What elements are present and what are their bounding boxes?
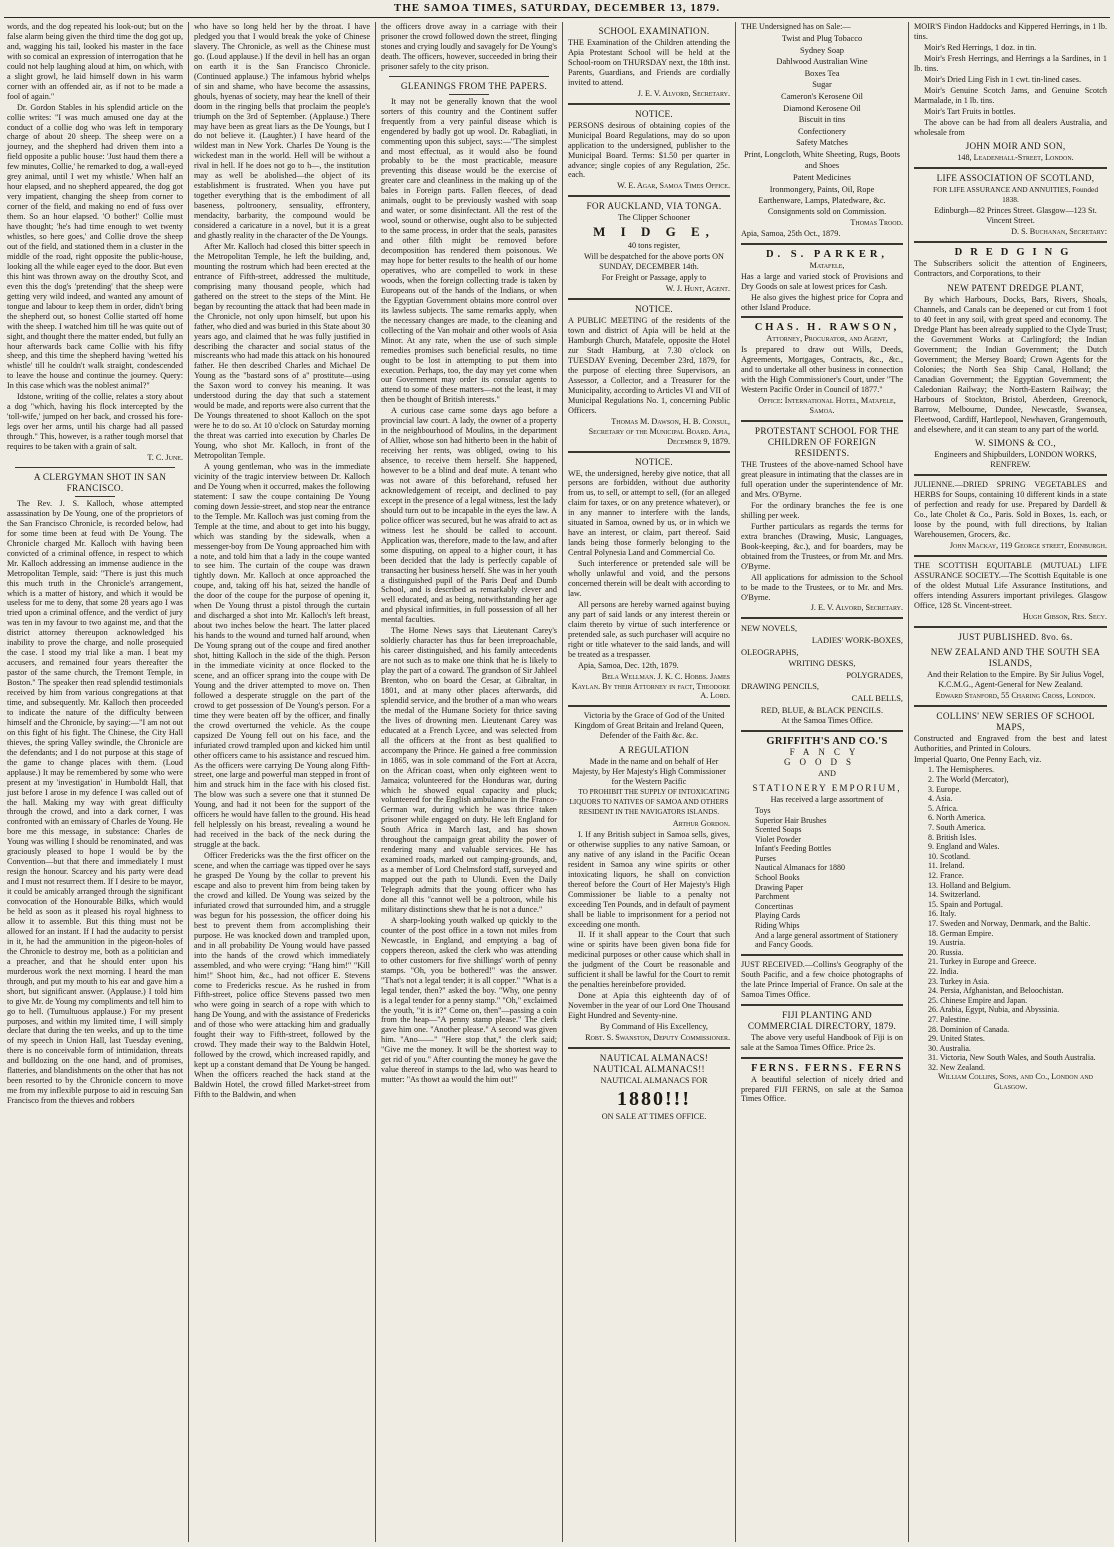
- list-item: DRAWING PENCILS,: [741, 682, 819, 692]
- ad-text: Moir's Tart Fruits in bottles.: [924, 106, 1016, 116]
- ad-text: MOIR'S Findon Haddocks and Kippered Herrings, in 1 lb. tins.: [914, 22, 1107, 41]
- ad-text: The Clipper Schooner: [617, 213, 691, 223]
- list-item: CALL BELLS,: [851, 693, 903, 703]
- ad-headline: FANCY GOODS: [783, 747, 865, 768]
- ad-headline: D. S. PARKER,: [765, 248, 889, 260]
- ad-headline: COLLINS' NEW SERIES OF SCHOOL MAPS,: [936, 710, 1095, 732]
- article-text: After Mr. Kalloch had closed this bitter speech in the Metropolitan Temple, he left the building, and, mounting the rostrum which had been erected at the entrance of Fifth-street, addressed the multitude, comprising many thousand people, which had gathered on the street to the steps of the Mint. He began by recounting the attack that had been made in the Chronicle, not only upon himself, but upon his father, who died and was buried in this State about 30 years ago, and claimed that he was fully justified in describing the character and social status of the miscreants who had made this attack on his honoured father. He then described Charles and Michael De Young as the "bastard sons of a" prostitute—using the Saxon word to convey his meaning. It was understood during the day that such a statement would be made, and reports were also current that the De Youngs threatened to shoot Kalloch on the spot were he to do so. At 10 o'clock on Saturday morning the threat was carried into execution by Charles De Young, who shot Mr. Kalloch, in front of the Metropolitan Temple.: [194, 241, 370, 460]
- ad-signature: J. E. V. Alvord, Secretary.: [637, 88, 730, 98]
- section-rule: [741, 730, 903, 732]
- list-item: 29. United States.: [928, 1034, 985, 1044]
- list-item: 32. New Zealand.: [928, 1062, 985, 1072]
- goods-list: [741, 33, 903, 207]
- list-item: 11. Ireland.: [928, 861, 965, 871]
- ad-text: Apia, Samoa, Dec. 12th, 1879.: [578, 660, 679, 670]
- regulation-text: II. If it shall appear to the Court that such wine or spirits have been given bona fide for medicinal purposes or other cause which shall in the judgment of the Court be reasonable and sufficient it shall be lawful for the Court to remit the penalties hereinbefore provided.: [568, 930, 730, 990]
- article-text: Officer Fredericks was the the first officer on the scene, and when the carriage was tipped over he says he grasped De Young by the collar to prevent his escape and also to prevent him from being taken by the crowd and killed. De Young was seized by the infuriated crowd that surrounded him, and a struggle was begun for his possession, the officer doing his best to prevent them from accomplishing their purpose. He was knocked down and trampled upon, and in all probability De Young would have passed into the hands of the crowd which immediately assembled, and who were crying: "Hang him!" "Kill him!" Shoot him, &c., had not officer E. Stevens come to Fredericks rescue. As he rushed in from Fifth-street, police office Stevens passed two men who were going in search of a rope with which to hang De Young, and with the assistance of Fredericks and of those who were attacking him and gradually fought their way to Fifth-street, followed by the crowd. They made their way to the Baldwin Hotel, followed by the crowd, which increased rapidly, and kept up a constant demand that De Young be hanged. When the officers reached the hack stand at the Baldwin Hotel, the crowd filled Market-street from Fifth to the Baldwin, and when: [194, 851, 370, 1099]
- section-rule: [741, 954, 903, 956]
- ad-text: 40 tons register,: [627, 241, 681, 251]
- list-item: 10. Scotland.: [928, 851, 970, 861]
- list-item: NEW NOVELS,: [741, 624, 798, 634]
- section-rule: [741, 617, 903, 619]
- ad-text: Constructed and Engraved from the best and latest Authorities, and Printed in Colours.: [914, 733, 1107, 753]
- column-4: [563, 22, 735, 1542]
- firm-address: 148, Leadenhall-Street, London.: [957, 153, 1074, 163]
- section-rule: [568, 1047, 730, 1049]
- list-item: Superior Hair Brushes: [755, 815, 827, 825]
- list-item: Confectionery: [798, 126, 846, 136]
- ad-signature: William Collins, Sons, and Co., London and Glasgow.: [938, 1072, 1093, 1092]
- ad-text: The above can be had from all dealers Australia, and wholesale from: [914, 117, 1107, 137]
- maps-list: [914, 765, 1107, 1072]
- list-item: 17. Sweden and Norway, Denmark, and the Baltic.: [928, 918, 1091, 928]
- article-text: Dr. Gordon Stables in his splendid article on the collie writes: "I was much amused one day at the conduct of a collie dog who was left in temporary charge of about 20 sheep. The sheep were on a journey, and the shepherd had driven them into a field opposite a public house: 'Just haud them there a few minutes, Collie,' he remarked to dog, a wall-eyed grey animal, until I wet my whistle.' When half an hour elapsed, and no shepherd appeared, the dog got very impatient, changing the sheep from corner to corner of the field, and making no end of fuss over them. So an hour elapsed. 'O bother!' Collie must have thought; 'he's had time enough to wet twenty whistles, so here goes,' and Collie drove the sheep out of the field, and stationed them in a cluster in the middle of the road, right opposite the public-house, looking all the while eager eyed to the door. But even this hint was thrown away on the drouthy Scot, and even this the dog's 'pretending' that the sheep were getting very wild indeed, and wanted any amount of tongue and labour to keep them in order, didn't bring the shepherd out, so honest Collie started off home with the sheep. I watched him till he was quite out of sight, and thought there the matter ended, but fully an hour afterwards back came Collie with his fifty sheep, and this time the shepherd having 'wetted his whistle' till he couldn't walk straight, condescended to leave the house and continue the journey. Query: In this case which was the noblest animal?": [7, 102, 183, 391]
- list-item: 31. Victoria, New South Wales, and South Australia.: [928, 1053, 1096, 1063]
- list-item: 12. France.: [928, 871, 964, 880]
- article-text: who have so long held her by the throat. I have pledged you that I would break the yoke of Chinese slavery. The Chronicle, as well as the Chinese must go. (Loud applause.) If the devil in hell has an organ on earth it is the San Francisco Chronicle. (Continued applause.) The infamous hybrid whelps of sin and shame, who have become the assassins, ghouls, hyenas of society, may hear the knell of their doom in the ringing bells that proclaim the people's triumph on the 3rd of September. (Applause.) There may have been as great liars as the De Youngs, but I do not believe it. (Laughter.) I have heard of the wildest man in New York. Charles De Young is the wickedest man in the world. Hell will be without a rival in hell. If he does not go to h—, the institution may as well be abolished—the object of its establishment is frustrated. When you have put together everything that is the embodiment of all baseness, poltroonery, sensuality, effrontery, mendacity, barbarity, the compound would be considered a caricature in a novel, but it is a great and ghastly reality in the character of the De Youngs.: [194, 22, 370, 241]
- ad-text: Such interference or pretended sale will be wholly unlawful and void, and the persons concerned therein will be dealt with according to law.: [568, 559, 730, 598]
- list-item: WRITING DESKS,: [788, 659, 856, 669]
- ad-signature: D. S. Buchanan, Secretary:: [1011, 227, 1107, 237]
- masthead: [0, 0, 1114, 20]
- list-item: Dahlwood Australian Wine: [776, 57, 868, 67]
- regulation-text: Made in the name and on behalf of Her Majesty, by Her Majesty's High Commissioner for the Western Pacific: [572, 757, 726, 787]
- ad-headline: AND: [818, 769, 836, 779]
- list-item: Diamond Kerosene Oil: [783, 103, 861, 113]
- section-rule: [741, 243, 903, 245]
- list-item: 1. The Hemispheres.: [928, 765, 995, 775]
- ad-signature: W. J. Hunt, Agent.: [665, 284, 730, 294]
- column-2: [189, 22, 375, 1542]
- ad-headline: NOTICE.: [634, 456, 674, 467]
- article-text: A young gentleman, who was in the immediate vicinity of the tragic interview between Dr. Kalloch and De Young when it occurred, makes the following statement: I saw the coupe containing De Young coming down Jessie-street, and stop near the entrance to the Temple. Mr. Kalloch was just coming from the Temple at the time, and about to get into his buggy, which was standing by the sidewalk, when a messenger-boy from De Young approached him with a note, and told him that a lady in the coupe wanted to see him. The curtain of the coupe was drawn tightly down. Mr. Kalloch at once approached the coupe, and, taking off his hat, seized the handle of the door of the coupe for the purpose of opening it, when De Young thrust a pistol through the curtain and discharged a shot into Mr. Kalloch's left breast, about two inches below the heart. The latter placed his hands to the wound and turned half around, when De Young sprang out of the coupe and fired another shot, hitting Kalloch in the side of the thigh. Person in the immediate vicinity at once flocked to the scene, and an officer sprang into the coupe with De Young and the driver attempted to move on. Then followed a desperate struggle on the part of the crowd to get possession of De Young's person. For a time they were beaten off by the officer, and finally the crowd overturned the vehicle. As the coupe capsized De Young fell out on his face, and the infuriated crowd trampled upon and kicked him until other officers came to his assistance and rescued him. As the officers were carrying De Young along Fifth-street, one large and powerful man stepped in front of him and struck him in the face with his closed fist. The blow was such a severe one that it stunned De Young, and had it not been for the support of the officers he would have fallen to the ground. His head fell helplessly on his breast, revealing a wound he had received in the back of the neck during the struggle at the back.: [194, 461, 370, 850]
- list-item: 18. German Empire.: [928, 928, 994, 938]
- list-item: Sugar: [812, 80, 832, 90]
- section-rule: [568, 298, 730, 300]
- ad-signature: Hugh Gibson, Res. Secy.: [1022, 611, 1107, 621]
- regulation-text: I. If any British subject in Samoa sells, gives, or otherwise supplies to any native Samoan, or any native of any island in the Pacific Ocean resident in Samoa any wine spirits or other intoxicating liquors, he shall on conviction thereof before the Court of Her Majesty's High Commissioner be liable to a penalty not exceeding Ten Pounds, and in default of payment shall be liable to imprisonment for a period not exceeding one month.: [568, 829, 730, 929]
- ad-headline: LIFE ASSOCIATION OF SCOTLAND,: [936, 173, 1095, 184]
- list-item: 8. British Isles.: [928, 832, 977, 842]
- ad-text: Is prepared to draw out Wills, Deeds, Agreements, Mortgages, Contracts, &c., &c., and to undertake all other business in connection with the High Commissioner's Court, under "The Western Pacific Order in Council of 1877.": [741, 345, 903, 395]
- ad-text: By which Harbours, Docks, Bars, Rivers, Shoals, Channels, and Canals can be deepened or cut from 1 foot to 40 feet in any soil, with great speed and economy. The Dredge Plant has been already supplied to the Clyde Trust; the Government Works at Carlingford; the Indian Government; the Indian Government; the Dutch Government; the Mersey Board; Crown Agents for the Colonies; the North Sea Ship Canal, Holland; the Canadian Government; the Egyptian Government; the Caledonian Railway; the North-Eastern Railway; the Harbours of Stockton, Bristol, Aberdeen, Greenock, Barrow, Melbourne, Dundee, Newcastle, Swansea, Fleetwood, Cardiff, Hartlepool, Newhaven, Grangemouth, and elsewhere, and it can steam to any part of the world.: [914, 295, 1107, 434]
- list-item: Parchment: [755, 892, 790, 902]
- ad-text: Moir's Fresh Herrings, and Herrings a la Sardines, in 1 lb. tins.: [914, 53, 1107, 73]
- article-text: The Home News says that Lieutenant Carey's soldierly character has thus far been irreproachable, his career distinguished, and his family antecedents are not such as to make one think that he is likely to play the part of a coward. The grandson of Sir Jahleel Brenton, who on board the Cesar, at Gibraltar, in 1801, and at many other places afterwards, did splendid service, and the brother of a man who wears the medal of the Humane Society for thrice saving the lives of drowning men. Lieutenant Carey was educated at a French Lycee, and was selected from all the officers at the front as best qualified to accompany the Prince. He gained a free commission in 1865, was in sole command of the Fort at Accra, on the African coast, when only eighteen went to Jamaica; volunteered for the Honduras war, during which he showed equal capacity and pluck; volunteered for the English ambulance in the Franco-German war, during which he was thrice taken prisoner while engaged on duty. He left England for South Africa in March last, and has shown throughout the campaign great ability the power of rendering many and valuable services. He has examined roads, marked out camping-grounds, and, as a member of Lord Chelmsford staff, surveyed and mapped out the path to Ulundi. Even the Daily Telegraph admits that the young officer who has done all this "cannot well be a poltroon, while his military distinctions shew that he is not a dunce.": [381, 626, 557, 914]
- section-rule: [914, 241, 1107, 243]
- list-item: 6. North America.: [928, 813, 986, 823]
- firm-name: JOHN MOIR AND SON,: [965, 141, 1066, 152]
- ad-headline: NOTICE.: [634, 108, 674, 119]
- article-text: A sharp-looking youth walked up quickly to the counter of the post office in a town not miles from Newcastle, in England, and emptying a bag of coppers thereon, asked the clerk who was attending to other customers for five shillings' worth of penny stamps. "Oh, you be bothered!" was the answer. "That's not a legal tender; it is all copper." "What is a legal tender, then?" asked the boy. "Why, one penny is a legal tender for a penny stamp." "Oh," exclaimed the youth, "it is it?" Come on, then"—passing a coin from the heap—"A penny stamp please." The clerk gave him one. "Another please." A second was given him. "Ano——" "Here stop that," the clerk said; "Give me the money. It will be the shortest way to get rid of you." After counting the money he gave the value thereof in stamps to the lad, who was heard to mutter: "As thowt aa would the him out!": [381, 915, 557, 1085]
- masthead-rule: [4, 17, 1110, 18]
- ad-text: Moir's Genuine Scotch Jams, and Genuine Scotch Marmalade, in 1 lb. tins.: [914, 85, 1107, 105]
- ad-text: PERSONS desirous of obtaining copies of the Municipal Board Regulations, may do so upon application to the undersigned, publisher to the Municipal Board. Terms: $1.50 per quarter in advance; single copies of any Regulation, 25c. each.: [568, 120, 730, 180]
- ad-text: Office: International Hotel, Matafele, Samoa.: [758, 396, 896, 416]
- list-item: Boxes Tea: [804, 68, 840, 78]
- list-item: Cameron's Kerosene Oil: [781, 91, 863, 101]
- ad-text: And their Relation to the Empire. By Sir Julius Vogel, K.C.M.G., Agent-General for New Zealand.: [927, 669, 1104, 689]
- ad-headline: JUST PUBLISHED. 8vo. 6s.: [958, 631, 1073, 642]
- ad-text: Edward Stanford, 55 Charing Cross, London.: [935, 690, 1096, 700]
- list-item: 9. England and Wales.: [928, 842, 1000, 852]
- list-item: Purses: [755, 853, 776, 863]
- section-rule: [914, 705, 1107, 707]
- list-item: Violet Powder: [755, 834, 801, 844]
- list-item: Patent Medicines: [793, 173, 851, 183]
- list-item: Concertinas: [755, 901, 794, 911]
- newspaper-title: THE SAMOA TIMES, SATURDAY, DECEMBER 13, 1879.: [393, 2, 721, 14]
- ad-headline: PROTESTANT SCHOOL FOR THE CHILDREN OF FOREIGN RESIDENTS.: [754, 426, 900, 459]
- section-rule: [741, 316, 903, 318]
- ad-text: Consignments sold on Commission.: [767, 206, 887, 216]
- section-rule: [914, 626, 1107, 628]
- ad-text: Moir's Dried Ling Fish in 1 cwt. tin-lined cases.: [924, 74, 1082, 84]
- ad-text: NAUTICAL ALMANACS FOR: [600, 1075, 708, 1085]
- ad-text: JULIENNE.—DRIED SPRING VEGETABLES and HERBS for Soups, containing 10 different kinds in a state of perfection and ready for use. Prepared by Dardell & Co., late Cholet & Co., Paris. Sold in Boxes, 1s. each, or loose by the pound, with full directions, by Italian Warehousemen, Grocers, &c.: [914, 480, 1107, 540]
- ad-signature: W. E. Agar, Samoa Times Office.: [617, 181, 730, 191]
- ad-headline: NAUTICAL ALMANACS! NAUTICAL ALMANACS!!: [593, 1052, 709, 1074]
- section-rule: [568, 195, 730, 197]
- list-item: POLYGRADES,: [846, 670, 903, 680]
- list-item: 23. Turkey in Asia.: [928, 976, 990, 986]
- ad-text: For the ordinary branches the fee is one shilling per week.: [741, 500, 903, 520]
- section-rule: [15, 467, 175, 468]
- ad-subhead: Attorney, Procurator, and Agent,: [766, 334, 888, 344]
- ad-signature: Robt. S. Swanston, Deputy Commissioner.: [585, 1033, 730, 1043]
- column-5: [736, 22, 908, 1542]
- headline-rule: [75, 496, 115, 497]
- fancy-goods-list: [741, 806, 903, 950]
- article-text: words, and the dog repeated his look-out; but on the false alarm being given the third time the dog got up, and, wagging his tail, looked his master in the face with so comical an expression of interrogation that he could not help laughing aloud at him, on which, with a slight growl, he laid himself down in his warm corner with an offended air, as if not to be made a fool of again.": [7, 22, 183, 101]
- list-item: 15. Spain and Portugal.: [928, 899, 1003, 909]
- ad-text: ON SALE AT TIMES OFFICE.: [601, 1111, 707, 1121]
- list-item: 13. Holland and Belgium.: [928, 880, 1011, 890]
- list-item: Safety Matches: [796, 138, 848, 148]
- list-item: And a large general assortment of Stationery and Fancy Goods.: [755, 930, 898, 950]
- list-item: Infant's Feeding Bottles: [755, 844, 832, 854]
- list-item: 20. Russia.: [928, 947, 964, 957]
- ad-text: Apia, Samoa, 25th Oct., 1879.: [741, 228, 841, 238]
- article-text: the officers drove away in a carriage with their prisoner the crowd followed down the street, flinging stones and crying loudly and savagely for De Young's death. The officers, however, succeeded in bring their prisoner safely to the city prison.: [381, 22, 557, 71]
- article-text: It may not be generally known that the wool sorters of this country and the Continent suffer frequently from a very painful disease which is engendered by badly got up wool. Dr. Rabagliati, in commenting upon this subject, says:—"The simplest and most effectual, as it would also be found probably to be the most practicable, measure preventing this disease would be the exercise of greater care and cleanliness in the making up of the bales in Foreign parts. Fallen fleeces, of dead animals, ought to be previously washed with soap and water, or some disinfectant. All the rest of the wool, sound or otherwise, ought also to be subjected to the same process, in order that the seals, parasites and other filth might be removed before decomposition has rendered them poisonous. We may hope for better results to the health of our home operatives, who are compelled to work in these woods, when the foreign collecting trade is taken by Europeans out of the hands of the Indians, or when the Egyptian Government obtains more control over its lawless subjects. The same remarks apply, when the necessary changes are made, to the cleaning and collecting of the Van mohair and other wools of Asia Minor. At any rate, when the use of such simple remedies promises such beneficial results, no time ought to be lost in attempting to put them into execution. Perhaps, too, the day may yet come when our Government may order its consular agents to attend to some of these matters—not the least, it may then be thought of British interests.": [381, 96, 557, 405]
- list-item: Riding Whips: [755, 921, 800, 931]
- ad-text: At the Samoa Times Office.: [781, 716, 873, 726]
- article-text: Idstone, writing of the collie, relates a story about a dog "which, having his flock intercepted by the 'toll-wife,' jumped on her back, and crossed his fore-legs over her arms, until his charge had all passed through." This, however, is a rather tough morsel that requires to be taken with a grain of salt.: [7, 392, 183, 452]
- ad-signature: J. E. V. Alvord, Secretary.: [810, 603, 903, 613]
- ad-signature: Arthur Gordon.: [672, 819, 730, 828]
- column-1: [2, 22, 188, 1542]
- ad-text: JUST RECEIVED.—Collins's Geography of the South Pacific, and a few choice photographs of the late Prince Imperial of France. On sale at the Samoa Times Office.: [741, 959, 903, 999]
- section-rule: [741, 1057, 903, 1059]
- ad-text: For Freight or Passage, apply to: [601, 273, 707, 283]
- list-item: School Books: [755, 873, 800, 883]
- list-item: 24. Persia, Afghanistan, and Beloochistan.: [928, 986, 1064, 996]
- ad-text: THE Examination of the Children attending the Apia Protestant School will be held at the School-room on THURSDAY next, the 18th inst. Parents, Guardians, and Friends are cordially invited to attend.: [568, 38, 730, 87]
- ad-text: Imperial Quarto, One Penny Each, viz.: [914, 754, 1042, 764]
- list-item: 21. Turkey in Europe and Greece.: [928, 957, 1037, 967]
- list-item: 4. Asia.: [928, 794, 953, 804]
- list-item: OLEOGRAPHS,: [741, 647, 799, 657]
- section-rule: [741, 420, 903, 422]
- article-headline: GLEANINGS FROM THE PAPERS.: [400, 80, 548, 91]
- ad-subhead: NEW PATENT DREDGE PLANT,: [947, 283, 1084, 294]
- ad-text: Further particulars as regards the terms for extra branches (Drawing, Music, Languages, Book-keeping, &c.), and for boarders, may be obtained from the Trustees, or from Mr. and Mrs. O'Byrne.: [741, 521, 903, 571]
- list-item: 5. Africa.: [928, 803, 958, 813]
- list-item: 26. Arabia, Egypt, Nubia, and Abyssinia.: [928, 1005, 1060, 1015]
- list-item: 28. Dominion of Canada.: [928, 1024, 1010, 1034]
- regulation-title: TO PROHIBIT THE SUPPLY OF INTOXICATING LIQUORS TO NATIVES OF SAMOA AND OTHERS RESIDENT IN THE NAVIGATORS ISLANDS.: [569, 788, 730, 817]
- list-item: 16. Italy.: [928, 909, 957, 919]
- article-text: A curious case came some days ago before a provincial law court. A lady, the owner of a property in the neighbourhood of Moulins, in the department of Allier, whose son had hitherto been in the habit of receiving her rents, was obliged, owing to his absence, to receive them herself. She happened, however to be a blind and deaf mute. A tenant who was not aware of this beforehand, refused her acknowledgement of receipt, and declined to pay except in the presence of a legal witness, lest the lady should turn out to be incapable in the eyes the law. A police officer was secured, but he was afraid to act as witness lest he should be called to account. Application was, therefore, made to the law, and after some disputing, on appeal to a higher court, it has been decided that the lady is perfectly capable of transacting her business herself. She was in her youth a distinguished pupil of the Paris Deaf and Dumb School, and is described as remarkably clever and well educated, and as being, notwithstanding her age and physical infirmities, in full possession of all her mental faculties.: [381, 406, 557, 625]
- ad-headline: FOR AUCKLAND, VIA TONGA.: [586, 201, 722, 212]
- ad-headline: NOTICE.: [634, 304, 674, 315]
- list-item: Print, Longcloth, White Sheeting, Rugs, Boots and Shoes: [744, 149, 900, 171]
- section-rule: [389, 76, 549, 77]
- proclamation-text: Victoria by the Grace of God of the United Kingdom of Great Britain and Ireland Queen, Defender of the Faith &c. &c.: [574, 711, 725, 741]
- list-item: LADIES' WORK-BOXES,: [811, 636, 903, 645]
- ad-text: THE Trustees of the above-named School have great pleasure in intimating that the classes are in full operation under the superintendence of Mr. and Mrs. O'Byrne.: [741, 460, 903, 499]
- list-item: RED, BLUE, & BLACK PENCILS.: [760, 705, 884, 715]
- ad-headline: A REGULATION: [618, 745, 690, 756]
- list-item: Drawing Paper: [755, 882, 804, 892]
- ad-subhead: FOR LIFE ASSURANCE AND ANNUITIES, Founded 1838.: [932, 185, 1099, 205]
- section-rule: [914, 474, 1107, 476]
- section-rule: [741, 1004, 903, 1006]
- article-signature: T. C. June.: [147, 452, 183, 462]
- list-item: 7. South America.: [928, 823, 986, 833]
- list-item: 27. Palestine.: [928, 1014, 971, 1024]
- section-rule: [568, 451, 730, 453]
- ad-text: Has a large and varied stock of Provisions and Dry Goods on sale at lowest prices for Cash.: [741, 271, 903, 291]
- list-item: 19. Austria.: [928, 938, 966, 948]
- ad-text: Moir's Red Herrings, 1 doz. in tin.: [924, 42, 1037, 52]
- ad-signature: Thomas M. Dawson, H. B. Consul, Secretary of the Municipal Board. Apia, December 9, 1879.: [588, 416, 730, 446]
- ad-text: THE SCOTTISH EQUITABLE (MUTUAL) LIFE ASSURANCE SOCIETY.—The Scottish Equitable is one of the oldest Mutual Life Assurance Institutions, and offers intending Assurers important privileges. Glasgow Office, 128 St. Vincent-street.: [914, 561, 1107, 610]
- ad-headline: GRIFFITH'S AND CO.'S: [766, 736, 888, 748]
- column-3: [376, 22, 562, 1542]
- ad-subhead: Matafele,: [809, 260, 845, 270]
- regulation-text: Done at Apia this eighteenth day of of November in the year of our Lord One Thousand Eight Hundred and Seventy-nine.: [568, 991, 730, 1021]
- section-rule: [568, 705, 730, 707]
- ad-headline: FERNS. FERNS. FERNS: [751, 1062, 903, 1074]
- column-6: [909, 22, 1112, 1542]
- ad-signature: Thomas Trood.: [850, 217, 903, 227]
- ad-text: He also gives the highest price for Copra and other Island Produce.: [741, 292, 903, 312]
- list-item: Nautical Almanacs for 1880: [755, 863, 845, 873]
- regulation-text: By Command of His Excellency,: [600, 1022, 708, 1032]
- list-item: Biscuit in tins: [798, 115, 846, 125]
- list-item: 2. The World (Mercator),: [928, 775, 1009, 785]
- firm-address: Engineers and Shipbuilders, LONDON WORKS, RENFREW.: [934, 450, 1097, 470]
- section-rule: [914, 167, 1107, 169]
- list-item: 22. India.: [928, 966, 959, 976]
- article-text: The Rev. J. S. Kalloch, whose attempted assassination by De Young, one of the proprietors of the San Francisco Chronicle, is recorded below, had for some time been at feud with De Young. The Chronicle charged Mr. Kalloch with having been convicted of a criminal offence, in respect to which Mr. Kalloch addressing an immense audience in the Metropolitan Temple, said: "There is just this much this much truth in the Chronicle's arrangement, which is a matter of history, and which it would be useless for me to deny, that some 28 years ago I was tried upon a criminal offence, and the verdict of jury was ten in my favour to two against me, and that the district attorney thereupon acknowledged his inability to prove the charge, and nolle prosequied the case. I stood my trial like a man. I beat my accusers, and remained four years thereafter the pastor of the same church, the Tremont Temple, in Boston." The speaker then read splendid testimonials received by him from various congregations at that time, and subsequently. Mr. Kalloch then proceeded to indicate the nature of the difficulty between himself and the Chronicle, by saying:—"I am not out on this fight of his fight. The Chinese, the City Hall thieves, the spring Valley swindle, the Chronicle are the defendants; and I do not purpose at this stage of the game to change places with them. (Loud applause.) It may be remembered by some who were present at my 'investigation' in Humboldt Hall, that just before I arose in my defence I was called out of the hall. Making my way with great difficulty through the crowd, and into a dark corner, I was confronted with an emissary of Charles de Young. He bore me this message, in substance: Charles de Young was willing I should be renominated, and was graciously pleased to hope I would be by the Convention—but that there and immediately I must resign the honour. Scarcey and his party were dead and I must not resurrect them. If I desire to be mayor, it could be amicably arranged through the significant convocation of the Honourable Bilks, which would be held as soon as it pleased his royal highness to allow it to assemble. But this thing must not be allowed for an instant. If I had the audacity to persist in it, he had the ammunition in the pigeon-holes of the Chronicle to destroy me, both as a politician and a preacher, and that he should enter upon his murderous work the next morning. I heard the man through, and put my mouth to his ear and gave him a short, but significant answer. (Applause.) I told him to give Mr. de Young my compliments and tell him to go to hell. (Tumultuous applause.) For my present purposes, and within my limited time, I will simply declare that during the ten weeks, and up to the time of my speech in Union Hall, last Tuesday evening, there is no conceivable form of intimidation, threats and bulldozing on the one hand, and of promises, flatteries, and blandishments on the other that has not been resorted to by the Chronicle concern to move me from my inflexible purpose to aid in rescuing San Francisco from the thieves and robbers: [7, 498, 183, 1106]
- almanac-year: 1880!!!: [617, 1087, 691, 1110]
- ad-signature: John Mackay, 119 George street, Edinburgh.: [949, 541, 1107, 551]
- ad-text: THE Undersigned has on Sale:—: [741, 22, 851, 31]
- firm-name: W. SIMONS & CO.,: [974, 438, 1057, 449]
- list-item: 14. Switzerland.: [928, 890, 981, 900]
- ad-text: Will be despatched for the above ports ON SUNDAY, DECEMBER 14th.: [584, 252, 724, 272]
- ad-text: All applications for admission to the School to be made to the Trustees, or to Mr. and Mrs. O'Byrne.: [741, 572, 903, 602]
- list-item: Earthenware, Lamps, Platedware, &c.: [758, 196, 886, 206]
- ad-text: A PUBLIC MEETING of the residents of the town and district of Apia will be held at the Hamburgh Church, Matafele, opposite the Hotel zur Stadt Hamburg, at 7.30 o'clock on TUESDAY Evening, December 23rd, 1879, for the purpose of electing three Supervisors, an Assessor, a Collector, and a Treasurer for the Municipality, according to Articles VI and VII of Municipal Regulations No. 1, concerning Public Officers.: [568, 316, 730, 415]
- ad-text: Has received a large assortment of: [770, 794, 884, 804]
- ad-text: WE, the undersigned, hereby give notice, that all persons are forbidden, without due authority from us, to sell, or attempt to sell, (for an alleged claim for taxes, or on any pretence whatever), or in any manner to interfere with the lands, situated in Samoa, owned by us, or in which we have an interest, or claim, part thereof. Said lands being those formerly belonging to the Central Polynesia Land and Commercial Co.: [568, 468, 730, 558]
- stationery-list: [741, 623, 903, 716]
- list-item: Scented Soaps: [755, 825, 802, 835]
- headline-rule: [449, 94, 489, 95]
- ad-signature: Bela Wellman. J. K. C. Hobbs. James Kaylan. By their Attorney in fact, Theodore A. Lord.: [571, 671, 730, 701]
- ad-subhead: NEW ZEALAND AND THE SOUTH SEA ISLANDS,: [930, 646, 1101, 668]
- list-item: Ironmongery, Paints, Oil, Rope: [769, 184, 875, 194]
- ad-headline: STATIONERY EMPORIUM,: [752, 782, 902, 793]
- ad-text: A beautiful selection of nicely dried and prepared FIJI FERNS, on sale at the Samoa Times Office.: [741, 1074, 903, 1104]
- ad-text: Edinburgh—82 Princes Street. Glasgow—123 St. Vincent Street.: [934, 206, 1097, 226]
- list-item: Twist and Plug Tobacco: [781, 33, 863, 43]
- list-item: 30. Australia.: [928, 1043, 971, 1053]
- ad-text: The Subscribers solicit the attention of Engineers, Contractors, and Corporations, to their: [914, 259, 1107, 279]
- list-item: 3. Europe.: [928, 784, 962, 794]
- article-headline: A CLERGYMAN SHOT IN SAN FRANCISCO.: [33, 471, 167, 493]
- ad-headline: SCHOOL EXAMINATION.: [598, 26, 710, 36]
- ad-headline: CHAS. H. RAWSON,: [754, 322, 900, 334]
- list-item: Toys: [755, 805, 771, 815]
- ad-text: The above very useful Handbook of Fiji is on sale at the Samoa Times Office. Price 2s.: [741, 1032, 903, 1052]
- ship-name: M I D G E,: [593, 224, 715, 240]
- ad-headline: FIJI PLANTING AND COMMERCIAL DIRECTORY, 1879.: [747, 1009, 897, 1031]
- section-rule: [568, 103, 730, 105]
- ad-text: All persons are hereby warned against buying any part of said lands or any interest therein or claim thereto by virtue of such interference or pretended sale, as such purchaser will acquire no right or title whatever to the said lands, and will be treated as a trespasser.: [568, 599, 730, 659]
- ad-headline: DREDGING: [954, 247, 1077, 259]
- list-item: 25. Chinese Empire and Japan.: [928, 995, 1028, 1005]
- list-item: Playing Cards: [755, 911, 801, 921]
- list-item: Sydney Soap: [800, 45, 844, 55]
- section-rule: [914, 555, 1107, 557]
